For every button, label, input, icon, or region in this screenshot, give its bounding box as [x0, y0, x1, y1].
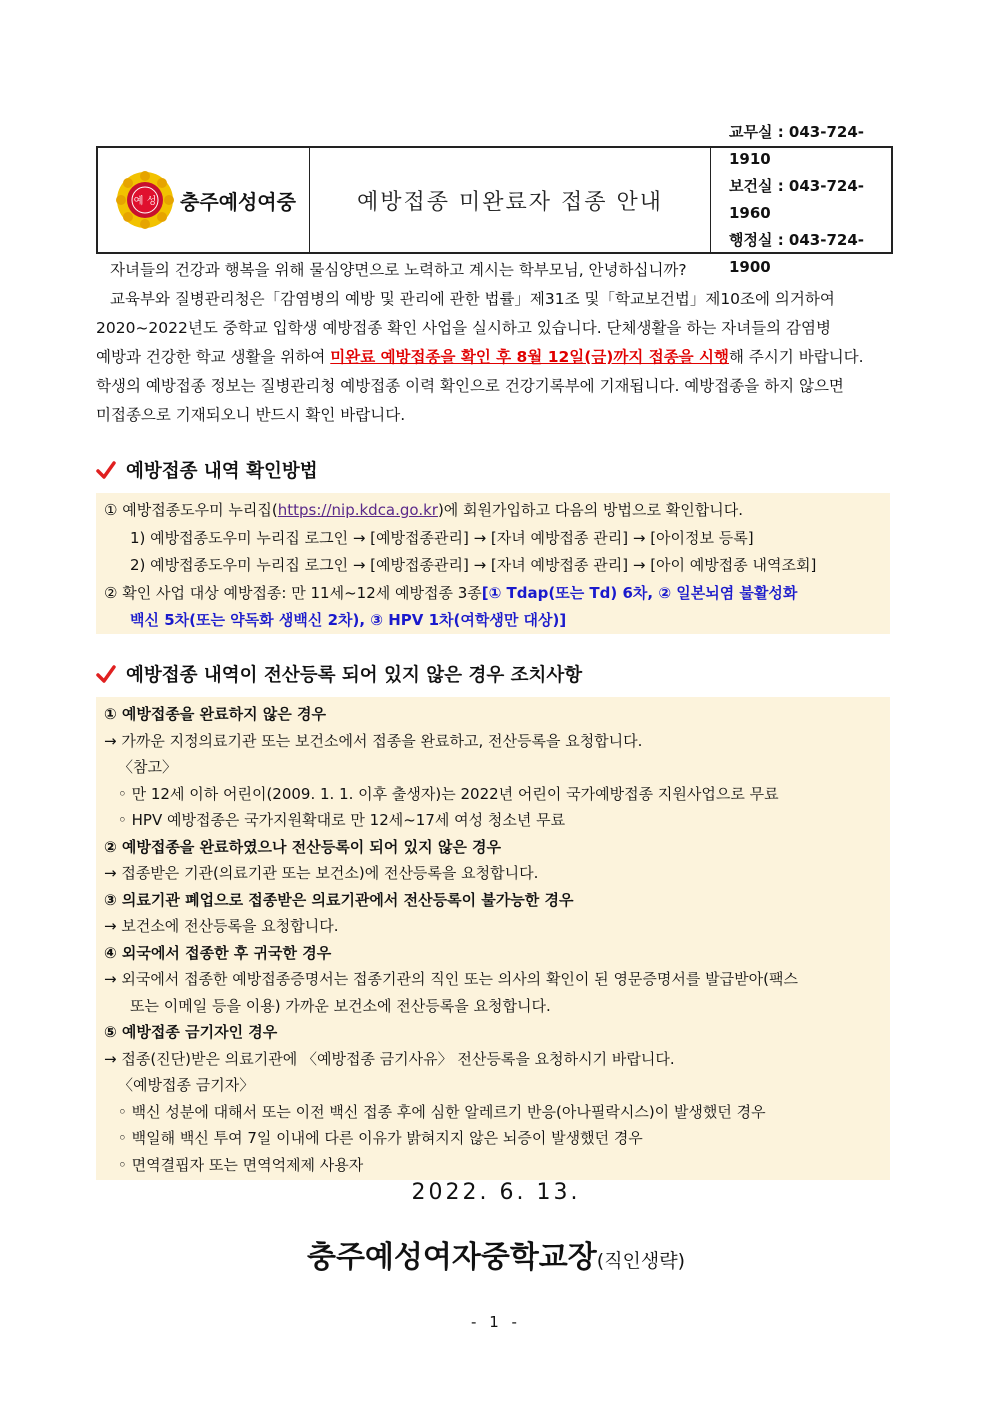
school-name: 충주예성여중 [180, 189, 296, 214]
school-logo-icon [116, 171, 174, 229]
case-action: → 접종받은 기관(의료기관 또는 보건소)에 전산등록을 요청합니다. [104, 864, 539, 882]
intro-line: 학생의 예방접종 정보는 질병관리청 예방접종 이력 확인으로 건강기록부에 기재됩니다. 예방접종을 하지 않으면 [96, 377, 844, 395]
intro-text [96, 256, 898, 430]
note-label: 〈예방접종 금기자〉 [118, 1076, 255, 1094]
document-title: 예방접종 미완료자 접종 안내 [310, 148, 711, 252]
section-title-check-method: 예방접종 내역 확인방법 [96, 457, 318, 483]
page-number: - 1 - [471, 1313, 521, 1331]
method-step: 1) 예방접종도우미 누리집 로그인 → [예방접종관리] → [자녀 예방접종 관리] → [아이정보 등록] [130, 528, 754, 547]
principal-signature: 충주예성여자중학교장(직인생략) [306, 1240, 686, 1275]
checkmark-icon [96, 664, 116, 684]
method-line: ① 예방접종도우미 누리집(https://nip.kdca.go.kr)에 회원가입하고 다음의 방법으로 확인합니다. [104, 501, 743, 519]
case-action: → 접종(진단)받은 의료기관에 〈예방접종 금기사유〉 전산등록을 요청하시기 바랍니다. [104, 1049, 675, 1068]
contact-admin: 행정실 : 043-724-1900 [729, 231, 864, 276]
bullet-item: ◦ 면역결핍자 또는 면역억제제 사용자 [118, 1155, 364, 1174]
intro-line: 미접종으로 기재되오니 반드시 확인 바랍니다. [96, 406, 406, 424]
contact-health: 보건실 : 043-724-1960 [729, 177, 864, 222]
method-step: 2) 예방접종도우미 누리집 로그인 → [예방접종관리] → [자녀 예방접종 관리] → [아이 예방접종 내역조회] [130, 556, 817, 574]
contact-office: 교무실 : 043-724-1910 [729, 123, 864, 168]
actions-box [96, 697, 890, 1180]
intro-line: 예방과 건강한 학교 생활을 위하여 미완료 예방접종을 확인 후 8월 12일(금)까지 접종을 시행해 주시기 바랍니다. [96, 348, 864, 366]
section-title-actions: 예방접종 내역이 전산등록 되어 있지 않은 경우 조치사항 [96, 661, 582, 687]
check-method-box [96, 493, 890, 634]
case-title: ③ 의료기관 폐업으로 접종받은 의료기관에서 전산등록이 불가능한 경우 [104, 890, 574, 909]
checkmark-icon [96, 460, 116, 480]
bullet-item: ◦ 백일해 백신 투여 7일 이내에 다른 이유가 밝혀지지 않은 뇌증이 발생했던 경우 [118, 1129, 643, 1147]
intro-line: 2020~2022년도 중학교 입학생 예방접종 확인 사업을 실시하고 있습니다. 단체생활을 하는 자녀들의 감염병 [96, 319, 831, 337]
document-date: 2022. 6. 13. [411, 1180, 581, 1205]
bullet-item: ◦ HPV 예방접종은 국가지원확대로 만 12세~17세 여성 청소년 무료 [118, 811, 566, 829]
logo-text: 예 성 [133, 196, 157, 207]
school-cell [98, 148, 310, 252]
note-label: 〈참고〉 [118, 758, 177, 776]
intro-greeting: 자녀들의 건강과 행복을 위해 물심양면으로 노력하고 계시는 학부모님, 안녕하십니까? [110, 261, 687, 279]
contact-list [711, 123, 891, 276]
method-line: ② 확인 사업 대상 예방접종: 만 11세~12세 예방접종 3종[① Tdap(또는 Td) 6차, ② 일본뇌염 불활성화 [104, 583, 798, 602]
case-action: 또는 이메일 등을 이용) 가까운 보건소에 전산등록을 요청합니다. [130, 996, 551, 1015]
case-title: ① 예방접종을 완료하지 않은 경우 [104, 705, 326, 723]
method-line: 백신 5차(또는 약독화 생백신 2차), ③ HPV 1차(여학생만 대상)] [130, 611, 567, 629]
nip-link[interactable]: https://nip.kdca.go.kr [277, 501, 438, 519]
case-title: ② 예방접종을 완료하였으나 전산등록이 되어 있지 않은 경우 [104, 837, 502, 856]
bullet-item: ◦ 백신 성분에 대해서 또는 이전 백신 접종 후에 심한 알레르기 반응(아나필락시스)이 발생했던 경우 [118, 1102, 766, 1121]
case-action: → 가까운 지정의료기관 또는 보건소에서 접종을 완료하고, 전산등록을 요청합니다. [104, 731, 643, 750]
intro-line: 교육부와 질병관리청은「감염병의 예방 및 관리에 관한 법률」제31조 및「학교보건법」제10조에 의거하여 [110, 290, 835, 308]
case-action: → 외국에서 접종한 예방접종증명서는 접종기관의 직인 또는 의사의 확인이 된 영문증명서를 발급받아(팩스 [104, 970, 798, 988]
case-action: → 보건소에 전산등록을 요청합니다. [104, 917, 339, 935]
bullet-item: ◦ 만 12세 이하 어린이(2009. 1. 1. 이후 출생자)는 2022년 어린이 국가예방접종 지원사업으로 무료 [118, 784, 779, 803]
case-title: ④ 외국에서 접종한 후 귀국한 경우 [104, 943, 332, 962]
seal-note: (직인생략) [596, 1250, 686, 1272]
deadline-highlight: 미완료 예방접종을 확인 후 8월 12일(금)까지 접종을 시행 [330, 348, 729, 366]
case-title: ⑤ 예방접종 금기자인 경우 [104, 1023, 278, 1041]
